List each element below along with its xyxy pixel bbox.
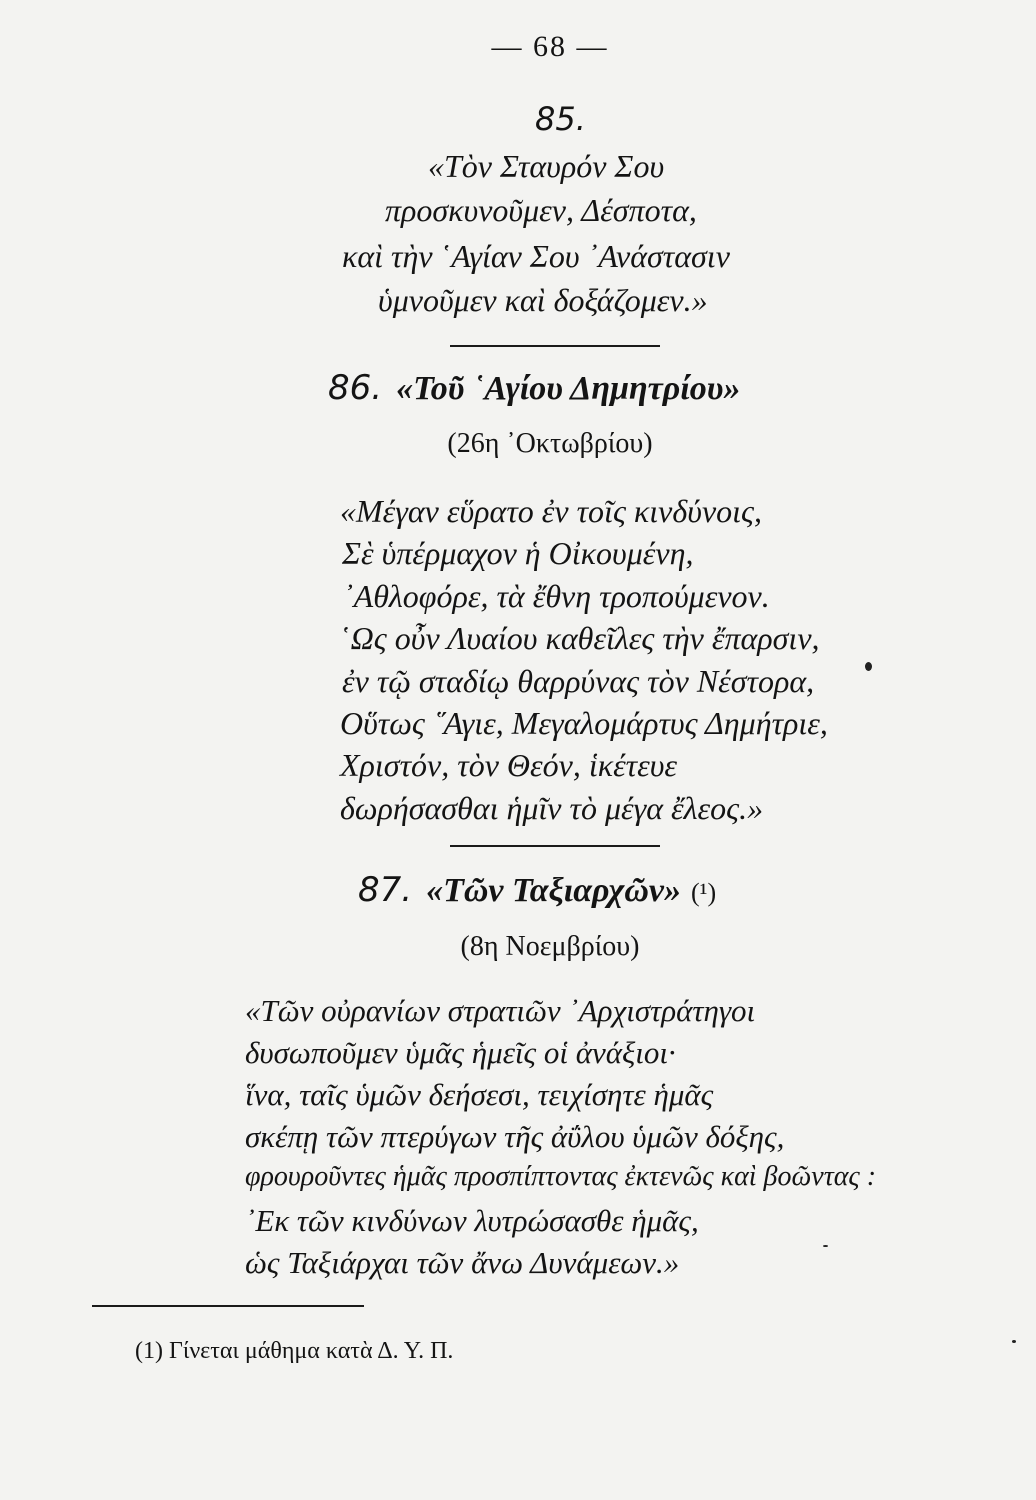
page-number: — 68 — xyxy=(491,30,609,63)
verse-line: Χριστόν, τὸν Θεόν, ἱκέτευε xyxy=(340,747,678,783)
verse-line: ὡς Ταξιάρχαι τῶν ἄνω Δυνάμεων.» xyxy=(245,1245,680,1280)
verse-line: ῾Ως οὖν Λυαίου καθεῖλες τὴν ἔπαρσιν, xyxy=(340,620,820,656)
footnote-separator xyxy=(92,1305,364,1307)
ink-speck xyxy=(823,1245,828,1247)
ink-speck xyxy=(865,662,872,671)
verse-line: «Τὸν Σταυρόν Σου xyxy=(428,148,665,184)
hymn-87-title xyxy=(358,870,716,910)
hymn-86-date: (26η ᾿Οκτωβρίου) xyxy=(447,428,653,459)
verse-line: καὶ τὴν ῾Αγίαν Σου ᾿Ανάστασιν xyxy=(342,238,730,274)
hymn-86-name: «Τοῦ ῾Αγίου Δημητρίου» xyxy=(396,370,741,407)
verse-line: προσκυνοῦμεν, Δέσποτα, xyxy=(385,192,697,228)
verse-line: Οὕτως ῞Αγιε, Μεγαλομάρτυς Δημήτριε, xyxy=(340,705,828,741)
verse-line: δυσωποῦμεν ὑμᾶς ἡμεῖς οἱ ἀνάξιοι· xyxy=(245,1035,676,1070)
hymn-86-number: 86. xyxy=(328,368,383,408)
hymn-87-name: «Τῶν Ταξιαρχῶν» xyxy=(426,872,681,909)
footnote: (1) Γίνεται μάθημα κατὰ Δ. Υ. Π. xyxy=(135,1338,454,1364)
footnote-reference: (¹) xyxy=(691,878,717,907)
verse-line: «Μέγαν εὕρατο ἐν τοῖς κινδύνοις, xyxy=(340,493,763,529)
hymn-86-title xyxy=(328,368,740,408)
section-divider xyxy=(450,845,660,847)
ink-speck xyxy=(1012,1340,1016,1343)
hymn-85-number: 85. xyxy=(535,100,586,138)
verse-line: ὑμνοῦμεν καὶ δοξάζομεν.» xyxy=(378,282,708,318)
verse-line: σκέπῃ τῶν πτερύγων τῆς ἀΰλου ὑμῶν δόξης, xyxy=(245,1119,785,1154)
verse-line: Σὲ ὑπέρμαχον ἡ Οἰκουμένη, xyxy=(342,535,694,571)
verse-line: ἵνα, ταῖς ὑμῶν δεήσεσι, τειχίσητε ἡμᾶς xyxy=(245,1077,714,1112)
verse-line: φρουροῦντες ἡμᾶς προσπίπτοντας ἐκτενῶς καὶ βοῶντας : xyxy=(245,1161,877,1192)
verse-line: ἐν τῷ σταδίῳ θαρρύνας τὸν Νέστορα, xyxy=(342,663,815,699)
verse-line: ᾿Αθλοφόρε, τὰ ἔθνη τροπούμενον. xyxy=(343,578,770,614)
hymn-87-date: (8η Νοεμβρίου) xyxy=(460,931,640,962)
hymn-87-number: 87. xyxy=(358,870,413,910)
verse-line: ᾿Εκ τῶν κινδύνων λυτρώσασθε ἡμᾶς, xyxy=(245,1203,699,1238)
verse-line: «Τῶν οὐρανίων στρατιῶν ᾿Αρχιστράτηγοι xyxy=(245,993,756,1028)
section-divider xyxy=(450,345,660,347)
verse-line: δωρήσασθαι ἡμῖν τὸ μέγα ἔλεος.» xyxy=(340,790,764,826)
